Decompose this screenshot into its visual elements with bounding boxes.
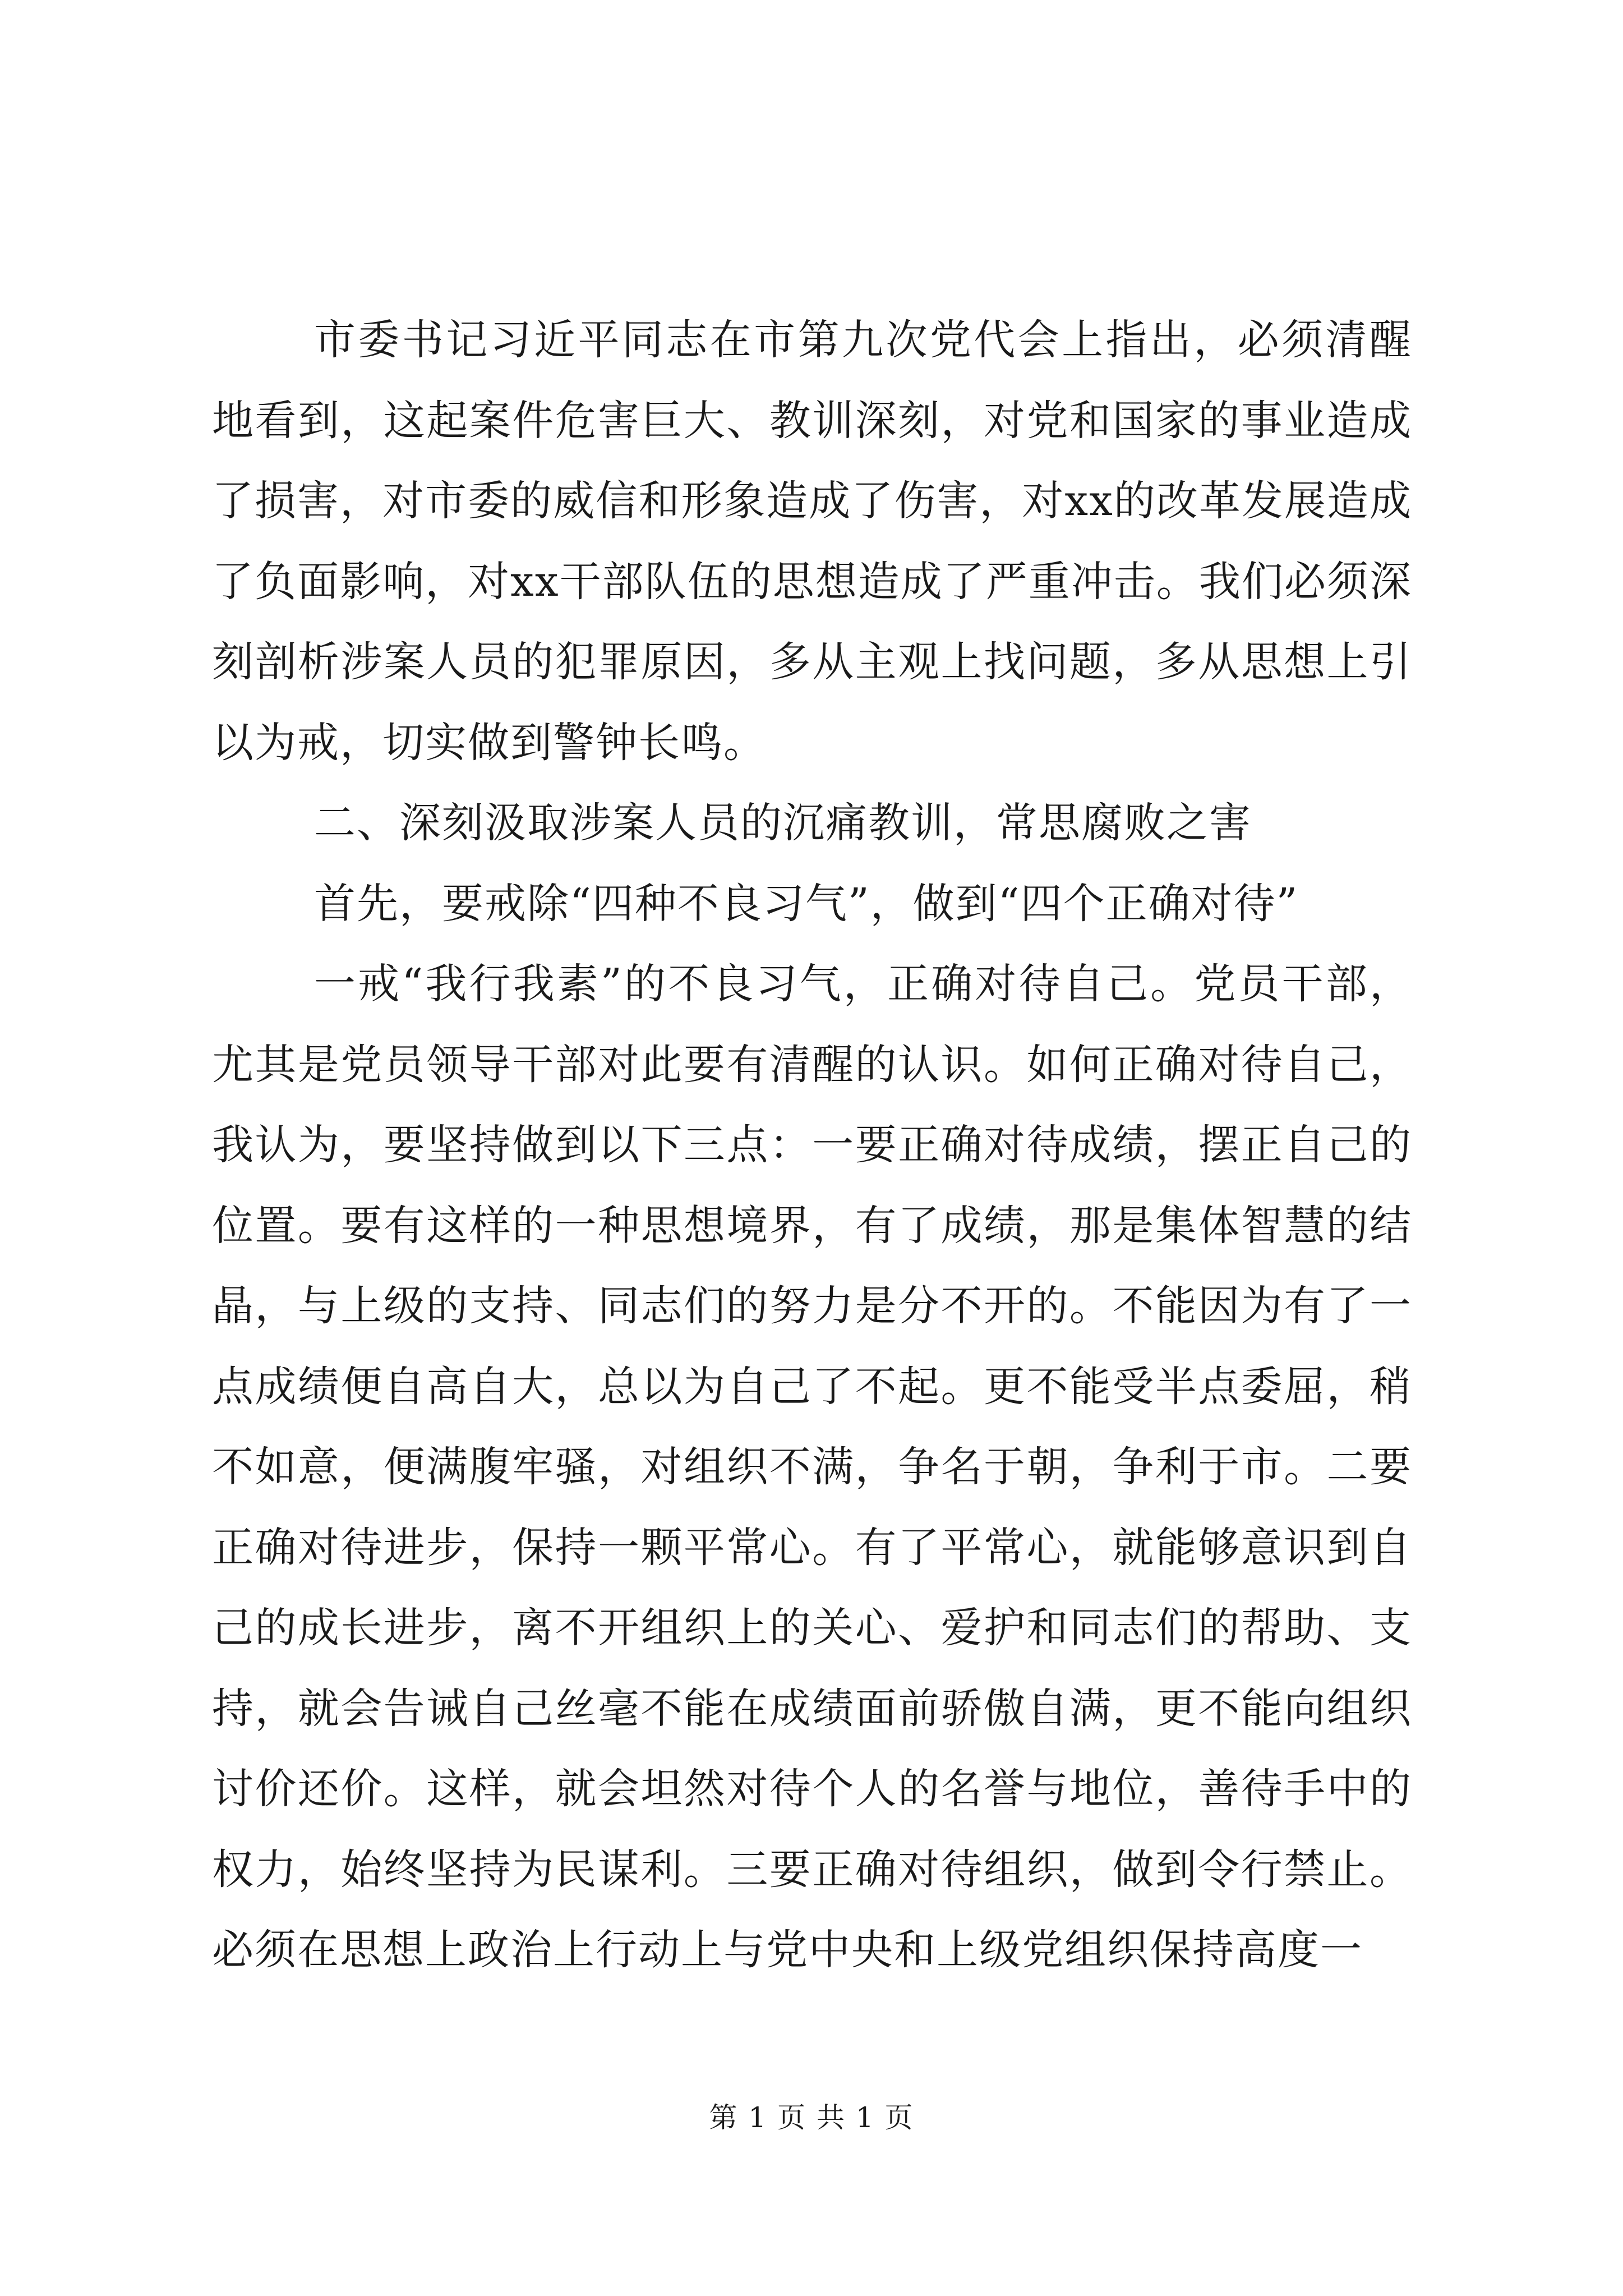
paragraph-treat-oneself-correctly: 一戒“我行我素”的不良习气，正确对待自己。党员干部，尤其是党员领导干部对此要有清醒的认识。如何正确对待自己，我认为，要坚持做到以下三点：一要正确对待成绩，摆正自己的位置。要有这样的一种思想境界，有了成绩，那是集体智慧的结晶，与上级的支持、同志们的努力是分不开的。不能因为有了一点成绩便自高自大，总以为自己了不起。更不能受半点委屈，稍不如意，便满腹牢骚，对组织不满，争名于朝，争利于市。二要正确对待进步，保持一颗平常心。有了平常心，就能够意识到自己的成长进步，离不开组织上的关心、爱护和同志们的帮助、支持，就会告诫自己丝毫不能在成绩面前骄傲自满，更不能向组织讨价还价。这样，就会坦然对待个人的名誉与地位，善待手中的权力，始终坚持为民谋利。三要正确对待组织，做到令行禁止。必须在思想上政治上行动上与党中央和上级党组织保持高度一 [212,960,1412,1974]
page-number-footer: 第 1 页 共 1 页 [709,2101,914,2134]
section-heading-lessons: 二、深刻汲取涉案人员的沉痛教训，常思腐败之害 [314,799,1252,847]
body-text [212,300,1412,1991]
paragraph-party-congress-remarks: 市委书记习近平同志在市第九次党代会上指出，必须清醒地看到，这起案件危害巨大、教训深刻，对党和国家的事业造成了损害，对市委的威信和形象造成了伤害，对xx的改革发展造成了负面影响，对xx干部队伍的思想造成了严重冲击。我们必须深刻剖析涉案人员的犯罪原因，多从主观上找问题，多从思想上引以为戒，切实做到警钟长鸣。 [212,316,1412,767]
subheading-four-habits: 首先，要戒除“四种不良习气”，做到“四个正确对待” [314,879,1299,928]
